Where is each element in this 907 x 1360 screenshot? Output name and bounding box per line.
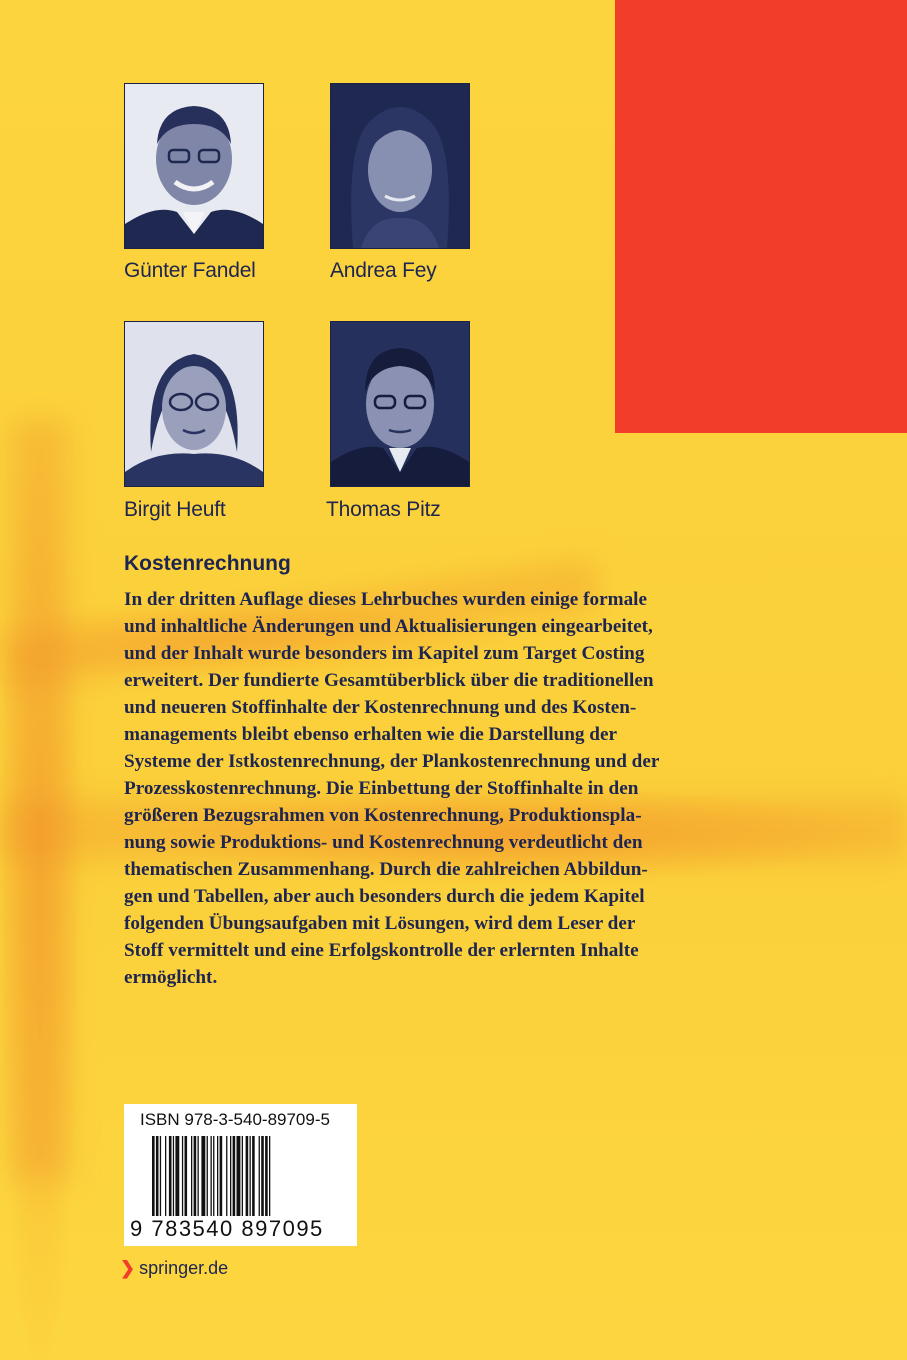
description-line: und inhaltliche Änderungen und Aktualisierungen eingearbeitet, bbox=[124, 616, 653, 637]
barcode-bar bbox=[220, 1136, 223, 1216]
portrait-graphic bbox=[125, 84, 263, 248]
book-title: Kostenrechnung bbox=[124, 552, 291, 575]
barcode-bar bbox=[194, 1136, 197, 1216]
description-line: und neueren Stoffinhalte der Kostenrechnung und des Kosten- bbox=[124, 697, 637, 718]
portrait-graphic bbox=[331, 84, 469, 248]
portrait-graphic bbox=[125, 322, 263, 486]
barcode-bar bbox=[265, 1136, 268, 1216]
barcode-bars bbox=[152, 1136, 344, 1224]
description-line: größeren Bezugsrahmen von Kostenrechnung, Produktionspla- bbox=[124, 805, 642, 826]
barcode-bar bbox=[233, 1136, 236, 1216]
barcode-bar bbox=[246, 1136, 249, 1216]
chevron-right-icon: ❯ bbox=[120, 1258, 136, 1278]
author-photo-heuft bbox=[124, 321, 264, 487]
description-line: gen und Tabellen, aber auch besonders durch die jedem Kapitel bbox=[124, 886, 645, 907]
description-line: thematischen Zusammenhang. Durch die zahlreichen Abbildun- bbox=[124, 859, 648, 880]
barcode-bar bbox=[182, 1136, 183, 1216]
barcode-bar bbox=[261, 1136, 264, 1216]
barcode-bar bbox=[191, 1136, 192, 1216]
barcode-bar bbox=[230, 1136, 231, 1216]
portrait-graphic bbox=[331, 322, 469, 486]
book-description bbox=[124, 586, 749, 991]
barcode-bar bbox=[226, 1136, 227, 1216]
barcode-bar bbox=[198, 1136, 199, 1216]
description-line: Prozesskostenrechnung. Die Einbettung der Stoffinhalte in den bbox=[124, 778, 639, 799]
barcode-bar bbox=[173, 1136, 174, 1216]
barcode-bar bbox=[152, 1136, 155, 1216]
barcode-bar bbox=[237, 1136, 241, 1216]
barcode-bar bbox=[269, 1136, 270, 1216]
barcode-bar bbox=[213, 1136, 214, 1216]
barcode-bar bbox=[252, 1136, 255, 1216]
description-line: und der Inhalt wurde besonders im Kapitel zum Target Costing bbox=[124, 643, 645, 664]
description-line: In der dritten Auflage dieses Lehrbuches wurden einige formale bbox=[124, 589, 648, 610]
isbn-label: ISBN 978-3-540-89709-5 bbox=[140, 1110, 330, 1129]
description-line: managements bleibt ebenso erhalten wie die Darstellung der bbox=[124, 724, 617, 745]
barcode-bar bbox=[211, 1136, 212, 1216]
barcode-bar bbox=[169, 1136, 172, 1216]
barcode-bar bbox=[242, 1136, 243, 1216]
author-name: Thomas Pitz bbox=[326, 498, 441, 521]
barcode-bar bbox=[201, 1136, 205, 1216]
barcode-digits: 9 783540 897095 bbox=[130, 1216, 324, 1241]
barcode-bar bbox=[250, 1136, 251, 1216]
barcode-bar bbox=[156, 1136, 159, 1216]
isbn-barcode bbox=[124, 1104, 357, 1246]
red-accent-block bbox=[615, 0, 907, 433]
author-name: Birgit Heuft bbox=[124, 498, 226, 521]
description-line: nung sowie Produktions- und Kostenrechnung verdeutlicht den bbox=[124, 832, 643, 853]
publisher-url: springer.de bbox=[139, 1258, 229, 1278]
barcode-bar bbox=[185, 1136, 188, 1216]
barcode-bar bbox=[160, 1136, 161, 1216]
description-line: Systeme der Istkostenrechnung, der Plankostenrechnung und der bbox=[124, 751, 660, 772]
description-line: Stoff vermittelt und eine Erfolgskontrolle der erlernten Inhalte bbox=[124, 940, 639, 961]
background-streak bbox=[10, 420, 70, 1180]
author-photo-pitz bbox=[330, 321, 470, 487]
author-photo-fandel bbox=[124, 83, 264, 249]
barcode-bar bbox=[217, 1136, 218, 1216]
author-photo-fey bbox=[330, 83, 470, 249]
description-line: folgenden Übungsaufgaben mit Lösungen, wird dem Leser der bbox=[124, 913, 636, 934]
barcode-bar bbox=[165, 1136, 166, 1216]
description-line: ermöglicht. bbox=[124, 967, 218, 988]
barcode-bar bbox=[175, 1136, 179, 1216]
barcode-bar bbox=[259, 1136, 260, 1216]
publisher-link[interactable] bbox=[120, 1258, 228, 1279]
barcode-bar bbox=[207, 1136, 208, 1216]
description-line: erweitert. Der fundierte Gesamtüberblick über die traditionellen bbox=[124, 670, 654, 691]
author-name: Günter Fandel bbox=[124, 259, 256, 282]
author-name: Andrea Fey bbox=[330, 259, 437, 282]
